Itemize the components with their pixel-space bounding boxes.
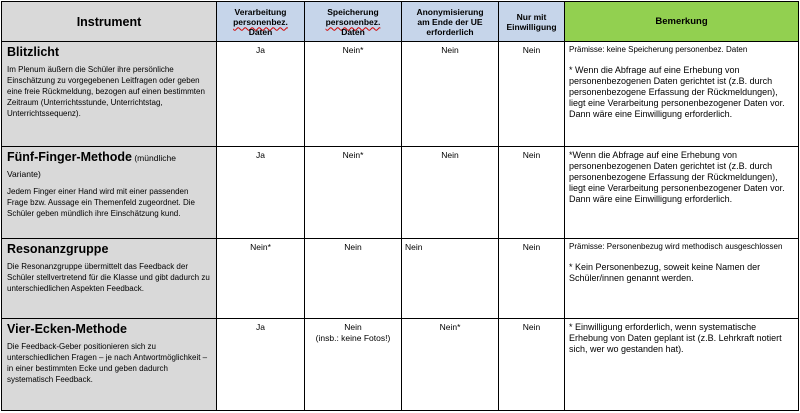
header-verarbeitung-line3: Daten bbox=[248, 26, 273, 37]
instrument-title bbox=[7, 242, 211, 257]
einwilligung-value: Nein bbox=[499, 42, 565, 147]
instrument-title bbox=[7, 322, 211, 337]
header-speicherung bbox=[305, 2, 402, 42]
remark-cell bbox=[565, 239, 799, 319]
header-bemerkung bbox=[565, 2, 799, 42]
instrument-cell bbox=[2, 42, 217, 147]
instrument-description: Jedem Finger einer Hand wird mit einer passenden Frage bzw. Aussage ein Themenfeld zugeordnet. Die Schüler geben mündlich ihre Einschätzung kund. bbox=[7, 187, 195, 218]
verarbeitung-value: Ja bbox=[217, 42, 305, 147]
speicherung-value: Nein* bbox=[305, 147, 402, 239]
anonymisierung-value: Nein bbox=[402, 42, 499, 147]
anonymisierung-value: Nein bbox=[402, 239, 499, 319]
instrument-title bbox=[7, 150, 211, 182]
anonymisierung-value: Nein bbox=[402, 147, 499, 239]
verarbeitung-value: Ja bbox=[217, 319, 305, 411]
header-anonymisierung-line1: Anonymisierung bbox=[416, 6, 484, 17]
instrument-cell bbox=[2, 319, 217, 411]
table-row bbox=[2, 319, 799, 411]
header-bemerkung-label: Bemerkung bbox=[655, 15, 708, 27]
remark-premise bbox=[569, 45, 794, 55]
header-einwilligung-line2: Einwilligung bbox=[506, 21, 557, 32]
remark-cell bbox=[565, 147, 799, 239]
header-speicherung-line3: Daten bbox=[341, 26, 365, 37]
table-row bbox=[2, 42, 799, 147]
instrument-subtitle: (mündliche Variante) bbox=[7, 153, 176, 179]
header-speicherung-line2: personenbez. bbox=[325, 16, 381, 27]
einwilligung-value: Nein bbox=[499, 239, 565, 319]
instrument-title-text: Vier-Ecken-Methode bbox=[7, 322, 127, 336]
instrument-title-text: Blitzlicht bbox=[7, 45, 60, 59]
remark-cell bbox=[565, 319, 799, 411]
remark-cell bbox=[565, 42, 799, 147]
header-einwilligung bbox=[499, 2, 565, 42]
speicherung-note: (insb.: keine Fotos!) bbox=[315, 333, 391, 343]
privacy-feedback-table bbox=[1, 1, 799, 411]
instrument-description: Die Feedback-Geber positionieren sich zu unterschiedlichen Fragen – je nach Antwortmöglichkeit – in einer bestimmten Ecke und geben dadurch systematisch Feedback. bbox=[7, 342, 208, 384]
instrument-description: Im Plenum äußern die Schüler ihre persönliche Einschätzung zu vorgegebenen Leitfragen oder geben eine freie Rückmeldung, bezogen auf einen bestimmten Zeitraum (Unterrichtsstunde, Unterrichtstag, Unterrichtssequenz). bbox=[7, 65, 205, 118]
einwilligung-value: Nein bbox=[499, 147, 565, 239]
instrument-cell bbox=[2, 147, 217, 239]
remark-note: * Kein Personenbezug, soweit keine Namen der Schüler/innen genannt werden. bbox=[569, 262, 761, 283]
header-instrument bbox=[2, 2, 217, 42]
header-instrument-label: Instrument bbox=[76, 14, 142, 29]
header-anonymisierung-line3: erforderlich bbox=[426, 26, 474, 37]
table-row bbox=[2, 147, 799, 239]
header-einwilligung-line1: Nur mit bbox=[516, 11, 547, 22]
instrument-cell bbox=[2, 239, 217, 319]
header-verarbeitung-line2: personenbez. bbox=[233, 16, 288, 27]
header-speicherung-line1: Speicherung bbox=[327, 6, 379, 17]
header-anonymisierung-line2: am Ende der UE bbox=[417, 16, 483, 27]
speicherung-value: Nein bbox=[305, 239, 402, 319]
remark-premise-text: Prämisse: keine Speicherung personenbez. Daten bbox=[569, 45, 748, 54]
speicherung-cell bbox=[305, 319, 402, 411]
einwilligung-value: Nein bbox=[499, 319, 565, 411]
header-verarbeitung bbox=[217, 2, 305, 42]
instrument-title-text: Resonanzgruppe bbox=[7, 242, 109, 256]
header-verarbeitung-line1: Verarbeitung bbox=[234, 6, 287, 17]
remark-note: *Wenn die Abfrage auf eine Erhebung von personenbezogenen Daten gerichtet ist (z.B. durch personenbezogene Erfassung der Rückmeldungen), liegt eine Verarbeitung personenbezogener Daten vor. Dann wäre eine Einwilligung erforderlich. bbox=[569, 150, 785, 204]
instrument-title-text: Fünf-Finger-Methode bbox=[7, 150, 132, 164]
instrument-title bbox=[7, 45, 211, 60]
remark-premise: Prämisse: Personenbezug wird methodisch ausgeschlossen bbox=[569, 242, 783, 251]
verarbeitung-value: Ja bbox=[217, 147, 305, 239]
speicherung-value: Nein bbox=[344, 322, 362, 332]
speicherung-value: Nein* bbox=[305, 42, 402, 147]
remark-note: * Einwilligung erforderlich, wenn systematische Erhebung von Daten geplant ist (z.B. Lehrkraft notiert sich, wer wo gestanden hat). bbox=[569, 322, 782, 354]
remark-note: * Wenn die Abfrage auf eine Erhebung von personenbezogenen Daten gerichtet ist (z.B. durch personenbezogene Erfassung der Rückmeldungen), liegt eine Verarbeitung personenbezogener Daten vor. Dann wäre eine Einwilligung erforderlich. bbox=[569, 65, 785, 119]
verarbeitung-value: Nein* bbox=[217, 239, 305, 319]
instrument-description: Die Resonanzgruppe übermittelt das Feedback der Schüler stellvertretend für die Klasse und gibt dadurch zu unterschiedlichen Aspekten Feedback. bbox=[7, 262, 210, 293]
header-row bbox=[2, 2, 799, 42]
table-row bbox=[2, 239, 799, 319]
header-anonymisierung bbox=[402, 2, 499, 42]
anonymisierung-value: Nein* bbox=[402, 319, 499, 411]
